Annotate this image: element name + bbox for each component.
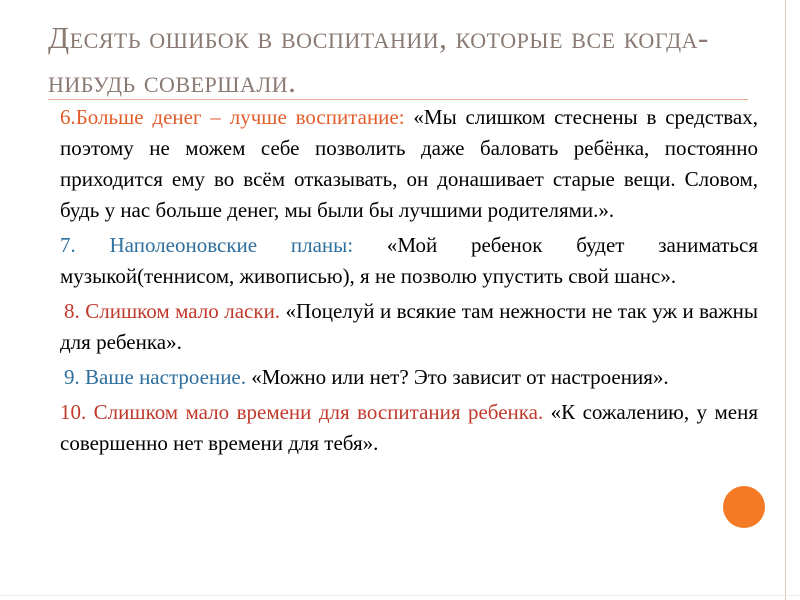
item-heading: 9. Ваше настроение. [64,365,247,389]
right-border-line [785,0,786,600]
item-text: «К сожалению, у меня совершенно нет времени для тебя». [60,400,758,455]
item-heading: 6.Больше денег – лучше воспитание: [60,105,405,129]
slide-title: Десять ошибок в воспитании, которые все когда-нибудь совершали. [48,20,709,99]
item-text: «Можно или нет? Это зависит от настроения». [246,365,669,389]
item-text: «Мы слишком стеснены в средствах, поэтому не можем себе позволить даже баловать ребёнка, постоянно приходится ему во всём отказывать, он донашивает старые вещи. Словом, будь у нас больше денег, мы были бы лучшими родителями.». [60,105,758,222]
item-text: «Поцелуй и всякие там нежности не так уж и важны для ребенка». [60,299,758,354]
item-text: «Мой ребенок будет заниматься музыкой(теннисом, живописью), я не позволю упустить свой шанс». [60,233,758,288]
item-heading: 8. Слишком мало ласки. [64,299,281,323]
decorative-circle [723,486,765,528]
item-heading: 7. Наполеоновские планы: [60,233,354,257]
list-item-7 [36,230,758,292]
item-heading: 10. Слишком мало времени для воспитания ребенка. [60,400,544,424]
mistakes-list [36,102,758,463]
list-item-9 [36,362,758,393]
list-item-10 [36,397,758,459]
bottom-border-line [0,595,800,596]
list-item-6 [36,102,758,226]
list-item-8 [36,296,758,358]
title-divider [48,99,748,100]
